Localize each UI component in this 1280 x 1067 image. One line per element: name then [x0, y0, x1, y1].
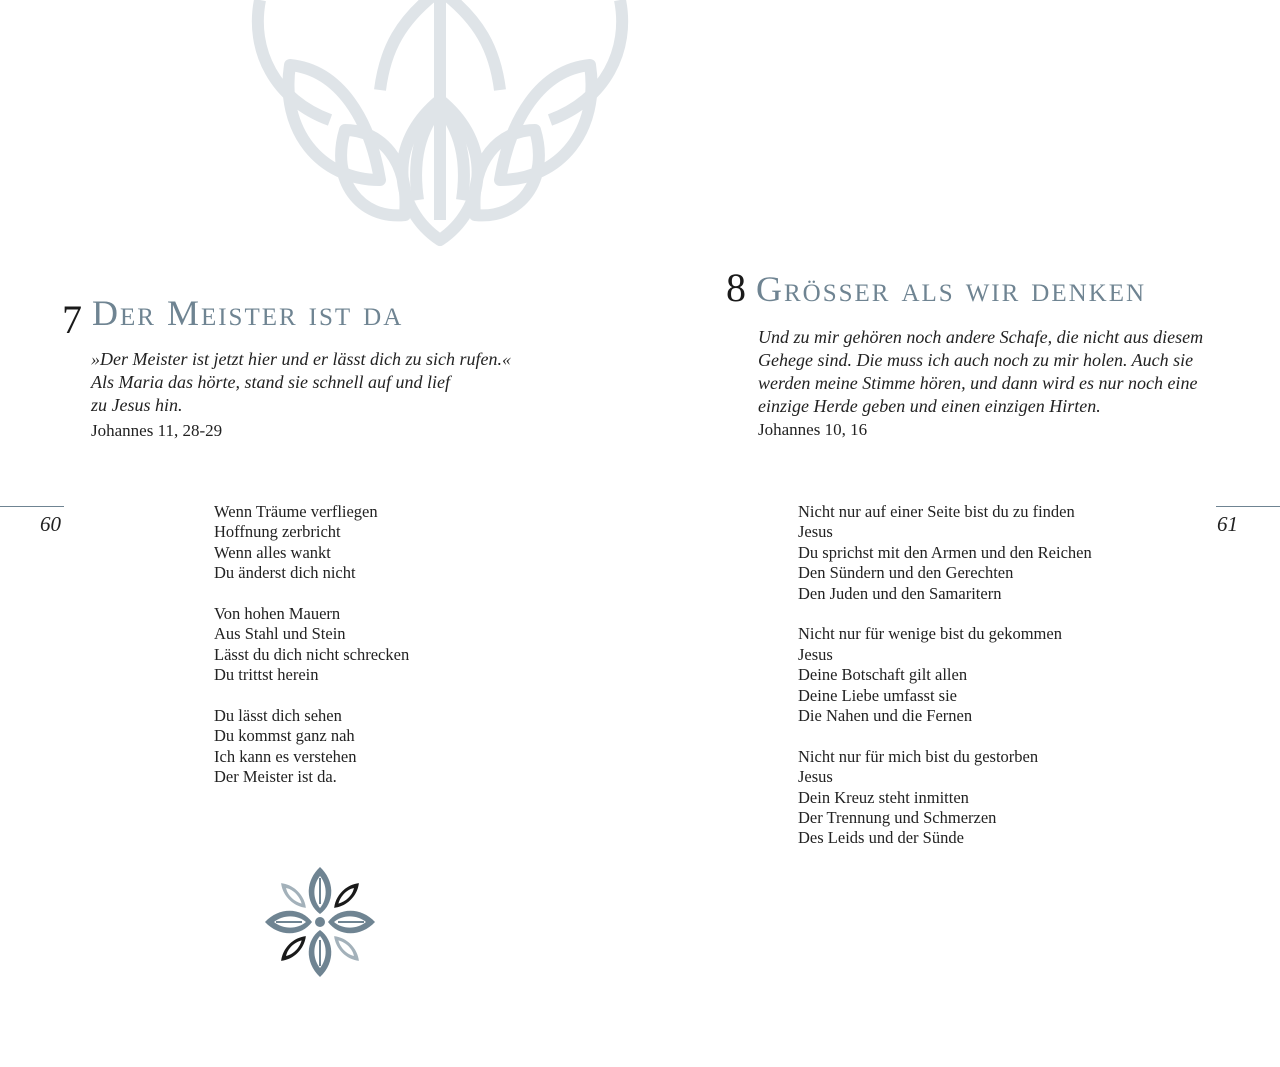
quote-line: »Der Meister ist jetzt hier und er lässt dich zu sich rufen.«: [91, 349, 511, 369]
chapter-number: 8: [726, 265, 746, 310]
poem-line: Wenn Träume verfliegen: [214, 502, 378, 521]
page-number-right: 61: [1217, 512, 1238, 536]
quote-line: einzige Herde geben und einen einzigen Hirten.: [758, 396, 1101, 416]
poem-line: Jesus: [798, 767, 833, 787]
poem-line: Die Nahen und die Fernen: [798, 706, 973, 726]
poem-line: Du änderst dich nicht: [214, 563, 356, 583]
poem-left: [214, 502, 514, 808]
chapter-7-quote: [91, 348, 551, 417]
quote-line: Und zu mir gehören noch andere Schafe, die nicht aus diesem: [758, 327, 1204, 347]
poem-line: Du sprichst mit den Armen und den Reichen: [798, 542, 1092, 562]
poem-line: Aus Stahl und Stein: [214, 624, 346, 644]
stanza: [798, 747, 1178, 849]
poem-line: Jesus: [798, 522, 833, 542]
stanza: [798, 502, 1178, 604]
poem-line: Nicht nur für wenige bist du gekommen: [798, 624, 1062, 644]
poem-line: Nicht nur für mich bist du gestorben: [798, 746, 1039, 766]
chapter-title: Der Meister ist da: [92, 293, 404, 333]
poem-line: Dein Kreuz steht inmitten: [798, 787, 969, 807]
poem-line: Ich kann es verstehen: [214, 746, 357, 766]
chapter-8-reference: Johannes 10, 16: [758, 420, 868, 439]
quote-line: Als Maria das hörte, stand sie schnell auf und lief: [91, 372, 450, 392]
flower-ornament-icon: [250, 852, 390, 992]
stanza: [214, 604, 514, 686]
stanza: [214, 502, 514, 584]
poem-line: Der Meister ist da.: [214, 767, 337, 787]
poem-line: Des Leids und der Sünde: [798, 828, 964, 848]
chapter-7-heading: [62, 292, 404, 342]
poem-line: Du trittst herein: [214, 665, 319, 685]
poem-line: Lässt du dich nicht schrecken: [214, 644, 410, 664]
poem-line: Den Sündern und den Gerechten: [798, 563, 1014, 583]
chapter-8-heading: [726, 265, 1147, 310]
poem-line: Jesus: [798, 644, 833, 664]
quote-line: werden meine Stimme hören, und dann wird es nur noch eine: [758, 373, 1198, 393]
poem-line: Du lässt dich sehen: [214, 706, 342, 726]
poem-line: Der Trennung und Schmerzen: [798, 808, 997, 828]
poem-line: Deine Liebe umfasst sie: [798, 685, 957, 705]
poem-line: Hoffnung zerbricht: [214, 522, 341, 542]
quote-line: zu Jesus hin.: [91, 395, 183, 415]
page-number-rule-right: [1216, 506, 1280, 507]
poem-line: Von hohen Mauern: [214, 604, 341, 624]
quote-line: Gehege sind. Die muss ich auch noch zu mir holen. Auch sie: [758, 350, 1194, 370]
chapter-8-quote: [758, 326, 1238, 418]
page-number-left: 60: [40, 512, 61, 536]
watermark-flower-ornament: [240, 0, 640, 250]
poem-line: Du kommst ganz nah: [214, 726, 355, 746]
poem-line: Deine Botschaft gilt allen: [798, 665, 968, 685]
chapter-number: 7: [62, 297, 82, 342]
chapter-title: Grösser als wir denken: [756, 269, 1147, 309]
stanza: [214, 706, 514, 788]
poem-line: Den Juden und den Samaritern: [798, 583, 1002, 603]
poem-right: [798, 502, 1178, 869]
chapter-7-reference: Johannes 11, 28-29: [91, 421, 223, 440]
poem-line: Nicht nur auf einer Seite bist du zu finden: [798, 502, 1075, 521]
page-number-rule-left: [0, 506, 64, 507]
stanza: [798, 624, 1178, 726]
poem-line: Wenn alles wankt: [214, 542, 331, 562]
